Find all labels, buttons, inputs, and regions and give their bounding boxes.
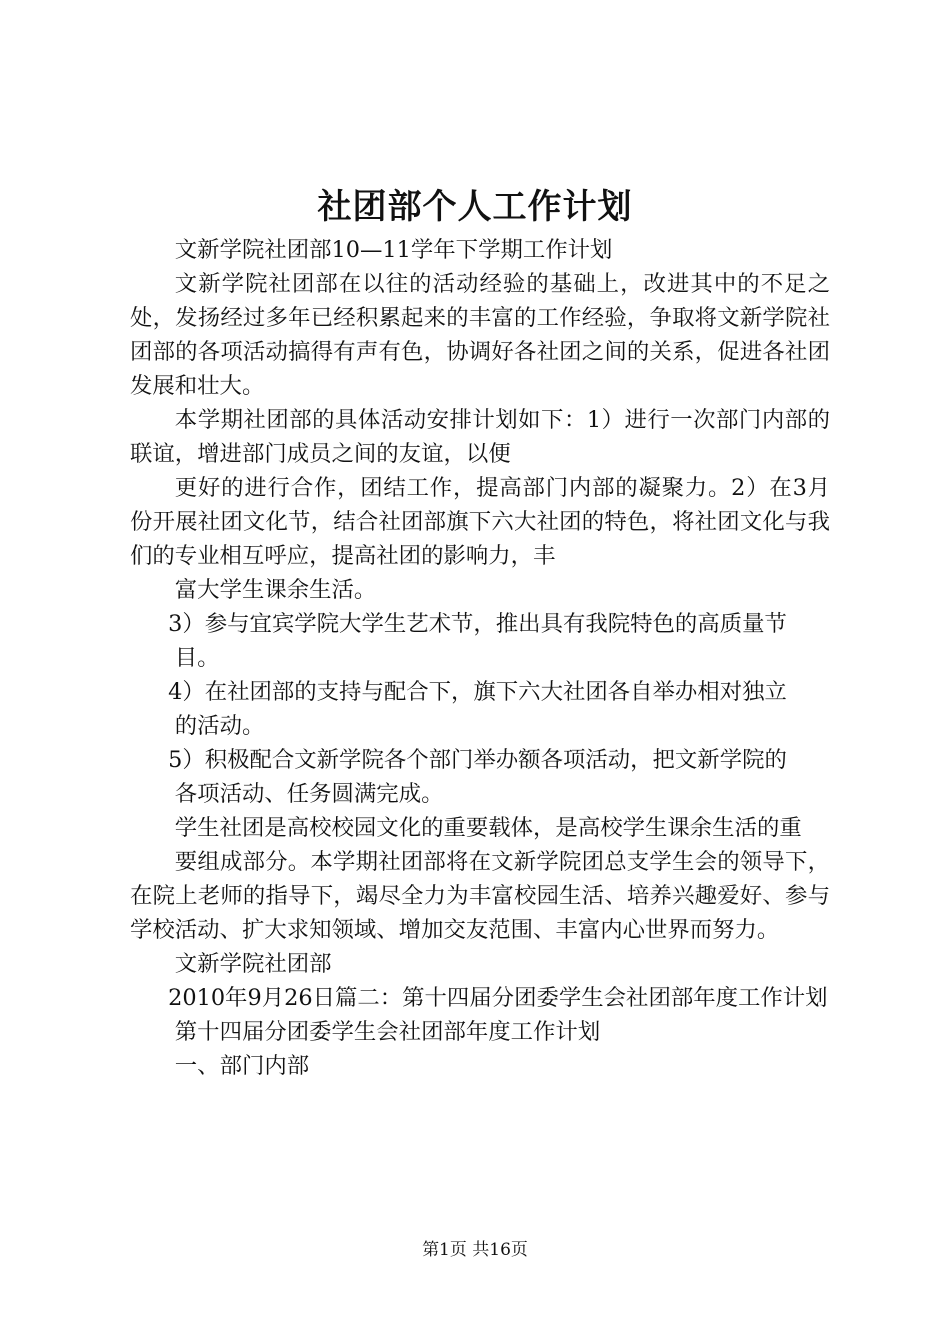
paragraph: 第十四届分团委学生会社团部年度工作计划: [174, 1019, 601, 1045]
document-title: 社团部个人工作计划: [317, 187, 633, 227]
paragraph: 文新学院社团部10—11学年下学期工作计划: [174, 237, 613, 263]
paragraph: 4）在社团部的支持与配合下，旗下六大社团各自举办相对独立: [168, 679, 787, 705]
paragraph: 的活动。: [174, 713, 265, 739]
paragraph: 5）积极配合文新学院各个部门举办额各项活动，把文新学院的: [168, 747, 787, 773]
paragraph: 要组成部分。本学期社团部将在文新学院团总支学生会的领导下，在院上老师的指导下，竭尽全力为丰富校园生活、培养兴趣爱好、参与学校活动、扩大求知领域、增加交友范围、丰富内心世界而努力。: [130, 849, 830, 943]
paragraph: 一、部门内部: [174, 1053, 310, 1079]
document-body: [130, 233, 830, 1083]
paragraph: 学生社团是高校校园文化的重要载体，是高校学生课余生活的重: [174, 815, 802, 841]
page-footer: 第1页 共16页: [422, 1240, 528, 1260]
paragraph: 本学期社团部的具体活动安排计划如下：1）进行一次部门内部的联谊，增进部门成员之间的友谊，以便: [130, 407, 830, 467]
paragraph: 各项活动、任务圆满完成。: [174, 781, 444, 807]
paragraph: 更好的进行合作，团结工作，提高部门内部的凝聚力。2）在3月份开展社团文化节，结合社团部旗下六大社团的特色，将社团文化与我们的专业相互呼应，提高社团的影响力，丰: [130, 475, 830, 569]
paragraph: 3）参与宜宾学院大学生艺术节，推出具有我院特色的高质量节: [168, 611, 787, 637]
paragraph: 文新学院社团部在以往的活动经验的基础上，改进其中的不足之处，发扬经过多年已经积累起来的丰富的工作经验，争取将文新学院社团部的各项活动搞得有声有色，协调好各社团之间的关系，促进各社团发展和壮大。: [130, 271, 830, 399]
paragraph: 文新学院社团部: [174, 951, 332, 977]
paragraph: 富大学生课余生活。: [174, 577, 377, 603]
paragraph: 2010年9月26日篇二：第十四届分团委学生会社团部年度工作计划: [168, 985, 828, 1011]
paragraph: 目。: [174, 645, 220, 671]
